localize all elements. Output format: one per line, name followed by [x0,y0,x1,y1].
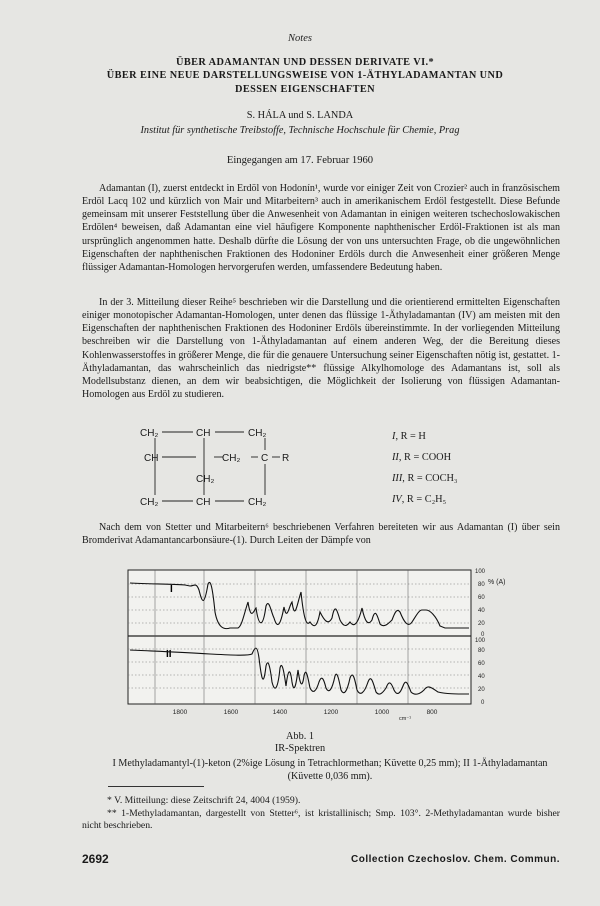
panel-label-I: I [170,584,173,595]
adamantane-structure [130,420,310,516]
page-number: 2692 [82,852,109,866]
struct-atom-3: CH₂ [248,428,267,439]
r-group-4: IV, R = C₂H₅ [392,494,447,505]
x-tick: 1200 [323,709,339,716]
y-tick: 60 [478,661,485,667]
compound-label: I [392,431,396,442]
x-tick: 1800 [172,709,188,716]
footnote-1: * V. Mitteilung: diese Zeitschrift 24, 4004 (1959). [107,795,301,806]
y-unit-label: % (A) [488,579,506,586]
title-line-2: ÜBER EINE NEUE DARSTELLUNGSWEISE VON 1-ÄTHYLADAMANTAN UND [106,70,504,82]
compound-formula: R = COCH₃ [407,473,458,484]
y-tick: 0 [481,632,485,638]
journal-name: Collection Czechoslov. Chem. Commun. [351,854,560,865]
struct-atom-9: CH₂ [140,497,159,508]
struct-atom-7: R [282,453,290,464]
institution: Institut für synthetische Treibstoffe, Technische Hochschule für Chemie, Prag [140,125,460,136]
y-tick: 80 [478,648,485,654]
struct-atom-1: CH₂ [140,428,159,439]
footnote-rule [108,786,204,787]
spectrum-frame [128,570,471,704]
y-tick: 100 [475,638,486,644]
struct-atom-5: CH₂ [222,453,241,464]
x-tick: 1600 [223,709,239,716]
title-line-1: ÜBER ADAMANTAN UND DESSEN DERIVATE VI.* [176,57,434,68]
struct-atom-10: CH [196,497,211,508]
x-tick: 800 [426,709,438,716]
paragraph-1: Adamantan (I), zuerst entdeckt in Erdöl von Hodonín¹, wurde vor einiger Zeit von Crozier² auch in französischem Erdöl Lacq 102 und kürzlich von Mair und Mitarbeitern³ auch in amerikanischem Erdöl festgestellt. Diese Befunde gemeinsam mit unserer Feststellung über die Anwesenheit von Adamantan in einigen weiteren tschechoslowakischen Erdölen⁴ beweisen, daß Adamantan eine viel häufigere Komponente naphthenischer Erdöl-Fraktionen ist als man ursprünglich angenommen hatte. Deshalb dürfte die Lösung der von uns untersuchten Frage, ob die ungewöhnlichen Eigenschaften der naphthenischen Fraktionen des Hodoniner Erdöls durch die Anwesenheit einer größeren Menge flüssiger Adamantan-Homologen hervorgerufen werden, umfassendere Bedeutung haben. [82,183,560,273]
compound-label: IV [392,494,402,505]
y-tick: 100 [475,569,486,575]
y-tick: 20 [478,687,485,693]
received-date: Eingegangen am 17. Februar 1960 [226,155,374,166]
figure-caption-text: I Methyladamantyl-(1)-keton (2%ige Lösung in Tetrachlormethan; Küvette 0,25 mm); II 1-Äthyladamantan (Küvette 0,036 mm). [112,758,548,782]
y-tick: 80 [478,582,485,588]
figure-caption-subtitle: IR-Spektren [274,743,326,754]
figure-caption-title: Abb. 1 [285,731,315,742]
compound-label: II [392,452,399,463]
struct-atom-11: CH₂ [248,497,267,508]
paragraph-2: In der 3. Mitteilung dieser Reihe⁵ beschrieben wir die Darstellung und die orientierend ermittelten Eigenschaften einiger monotopischer Adamantan-Homologen, unter denen das flüssige 1-Äthyladamantan (IV) am meisten mit den Eigenschaften der naphthenischen Fraktionen des Hodoniner Erdöls übereinstimmte. In der vorliegenden Mitteilung beschreiben wir die Darstellung von 1-Äthyladamantan auf einem anderen Weg, der die Bereitung dieses Kohlenwasserstoffes in größerer Menge, die für die genauere Untersuchung seiner Eigenschaften nötig ist, gestattet. 1-Äthyladamantan, das wahrscheinlich das niedrigste** flüssige Alkylhomologe des Adamantans ist, soll als Modellsubstanz dienen, an dem wir beabsichtigen, die Möglichkeit der Isolierung von flüssigen Adamantan-Homologen aus Erdöl zu studieren. [82,297,560,401]
paragraph-3: Nach dem von Stetter und Mitarbeitern⁶ beschriebenen Verfahren bereiteten wir aus Adamantan (I) über sein Bromderivat Adamantancarbonsäure-(1). Durch Leiten der Dämpfe von [82,522,560,547]
compound-formula: R = COOH [404,452,452,463]
struct-atom-8: CH₂ [196,474,215,485]
r-group-2: II, R = COOH [392,452,452,463]
ir-spectra-figure [120,562,520,722]
footnote-2: ** 1-Methyladamantan, dargestellt von Stetter⁶, ist kristallinisch; Smp. 103°. 2-Methyladamantan wurde bisher nicht beschrieben. [82,808,560,832]
panel-label-II: II [166,649,172,660]
x-tick: 1400 [272,709,288,716]
compound-label: III [392,473,403,484]
x-tick: 1000 [374,709,390,716]
struct-atom-4: CH [144,453,159,464]
title-line-3: DESSEN EIGENSCHAFTEN [235,83,375,95]
y-tick: 60 [478,595,485,601]
y-tick: 0 [481,700,485,706]
struct-atom-2: CH [196,428,211,439]
compound-formula: R = H [400,431,426,442]
r-group-3: III, R = COCH₃ [392,473,458,484]
x-unit-label: cm⁻¹ [398,716,412,722]
authors: S. HÁLA und S. LANDA [246,110,354,121]
running-header: Notes [288,33,312,44]
y-tick: 40 [478,674,485,680]
y-tick: 20 [478,621,485,627]
y-tick: 40 [478,608,485,614]
compound-formula: R = C₂H₅ [406,494,447,505]
r-group-1: I, R = H [392,431,426,442]
struct-atom-6: C [261,453,269,464]
article-title [50,56,560,96]
